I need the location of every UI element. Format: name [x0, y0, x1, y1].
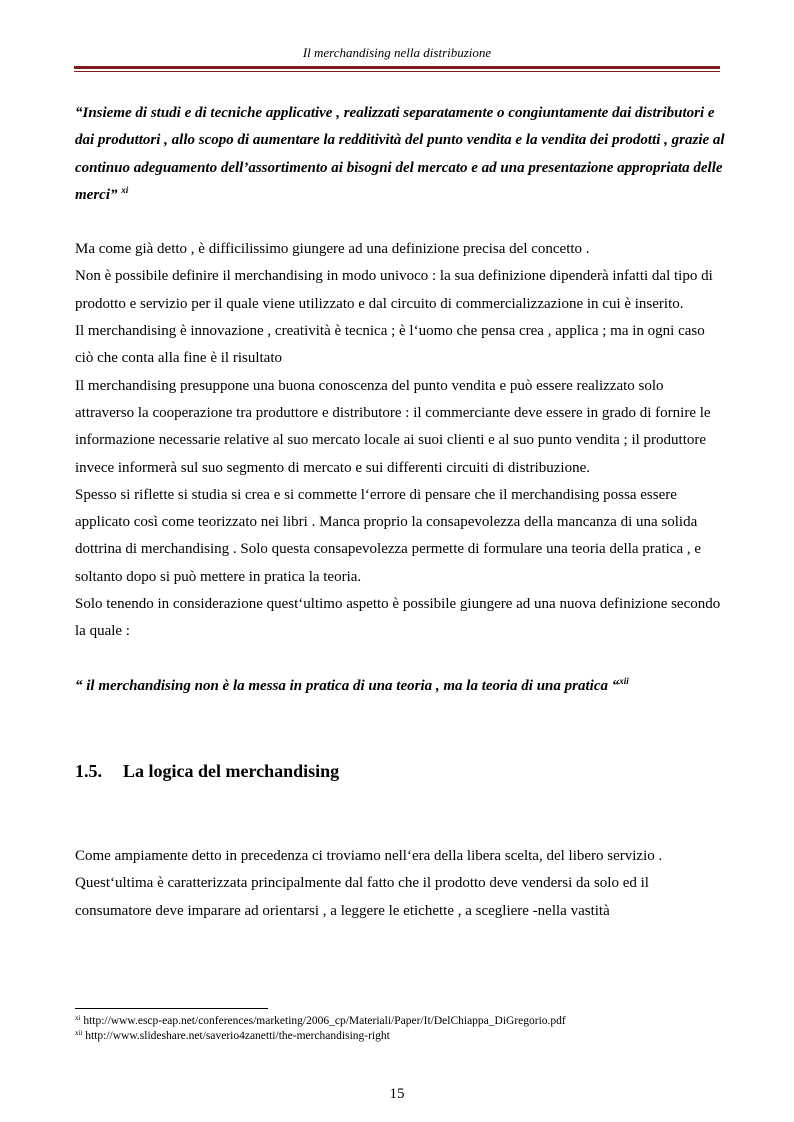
- footnote-ref-xii: xii: [619, 675, 629, 686]
- paragraph-5: Spesso si riflette si studia si crea e si commette l‘errore di pensare che il merchandising possa essere applicato così come teorizzato nei libri . Manca proprio la consapevolezza della mancanza di una solida dottrina di merchandising . Solo questa consapevolezza permette di formulare una teoria della pratica , e soltanto dopo si può mettere in pratica la teoria.: [75, 486, 702, 585]
- definition-quote-text: “Insieme di studi e di tecniche applicative , realizzati separatamente o congiuntamente dai distributori e dai produttori , allo scopo di aumentare la redditività del punto vendita e la vendita dei prodotti , grazie al continuo adeguamento dell’assortimento ai bisogni del mercato e ad una presentazione appropriata delle merci”: [75, 105, 725, 203]
- running-header: Il merchandising nella distribuzione: [302, 45, 492, 60]
- definition-quote: [75, 100, 725, 209]
- footnote-separator: [75, 1008, 268, 1009]
- section-title: La logica del merchandising: [123, 760, 340, 781]
- theory-quote-text: “ il merchandising non è la messa in pratica di una teoria , ma la teoria di una pratica “: [75, 677, 620, 694]
- section-paragraph: Come ampiamente detto in precedenza ci troviamo nell‘era della libera scelta, del libero servizio . Quest‘ultima è caratterizzata principalmente dal fatto che il prodotto deve vendersi da solo ed il consumatore deve imparare ad orientarsi , a leggere le etichette , a scegliere -nella vastità: [75, 847, 663, 919]
- body-text: [75, 100, 725, 925]
- spacer: [75, 784, 725, 843]
- footnote-url: http://www.slideshare.net/saverio4zanetti/the-merchandising-right: [82, 1030, 390, 1042]
- footnote-url: http://www.escp-eap.net/conferences/marketing/2006_cp/Materiali/Paper/It/DelChiappa_DiGregorio.pdf: [80, 1015, 566, 1027]
- page-number: 15: [389, 1086, 405, 1102]
- paragraph-2: Non è possibile definire il merchandising in modo univoco : la sua definizione dipenderà infatti dal tipo di prodotto e servizio per il quale viene utilizzato e dal circuito di commercializzazione in cui è inserito.: [75, 268, 713, 312]
- section-heading: [75, 758, 725, 784]
- paragraph-1: Ma come già detto , è difficilissimo giungere ad una definizione precisa del concetto .: [75, 241, 590, 258]
- paragraph-6: Solo tenendo in considerazione quest‘ultimo aspetto è possibile giungere ad una nuova definizione secondo la quale :: [75, 596, 721, 640]
- paragraph-4: Il merchandising presuppone una buona conoscenza del punto vendita e può essere realizzato solo attraverso la cooperazione tra produttore e distributore : il commerciante deve essere in grado di fornire le informazione necessarie relative al suo mercato locale ai suoi clienti e al suo punto vendita ; il produttore invece informerà sul suo segmento di mercato e sui differenti circuiti di distribuzione.: [75, 377, 711, 476]
- section-number: 1.5.: [75, 760, 102, 781]
- paragraph-3: Il merchandising è innovazione , creatività è tecnica ; è l‘uomo che pensa crea , applica ; ma in ogni caso ciò che conta alla fine è il risultato: [75, 323, 705, 367]
- spacer: [75, 209, 725, 236]
- footnote-marker: xi: [75, 1014, 81, 1022]
- footnote-xi: [75, 1014, 725, 1029]
- footnote-ref-xi: xi: [121, 184, 129, 195]
- header-rule-thick: [74, 66, 720, 69]
- theory-quote: [75, 673, 725, 700]
- spacer: [75, 700, 725, 758]
- footnote-xii: [75, 1029, 725, 1044]
- spacer: [75, 646, 725, 673]
- footnotes: [75, 1014, 725, 1044]
- header-rule-thin: [74, 71, 720, 72]
- footnote-marker: xii: [75, 1029, 83, 1037]
